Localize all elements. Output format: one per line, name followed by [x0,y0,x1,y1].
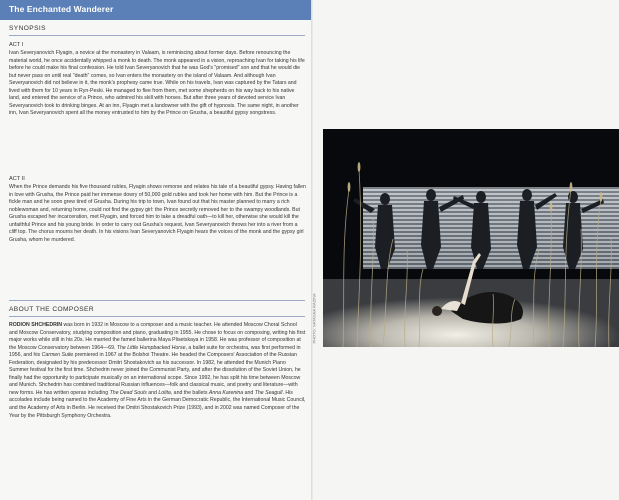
photo-credit [309,270,317,350]
work-title: Lolita [158,389,171,396]
work-title: Carmen Suite [41,352,74,359]
bio-text: premiered in 1967 at the Bolshoi Theatre. He headed the Composers' Association of the Russian Federation, designated by his predecessor Dmitri Shostakovich as his successor. In 1982, he attended the Munich Piano Summer festival for the first time. Shchedrin never joined the Communist Party, and after the dissolution of the Soviet Union, he finally had the opportunity to participate musically on an international scope. Since 1992, he has split his time between Moscow and Munich. Shchedrin has combined traditional Russian influences—folk and classical music, and poetry and literature—with new forms. He has written operas including [9,352,301,396]
page-title: The Enchanted Wanderer [9,4,114,14]
photo-credit-text: PHOTO: NATASHA RAZINA [311,293,317,344]
right-page [313,0,619,500]
stage-photo [323,129,619,347]
work-title: The Seagull [254,389,283,396]
work-title: The Little Humpbacked Horse [116,344,186,351]
about-heading: ABOUT THE COMPOSER [9,306,94,313]
divider [9,35,305,36]
stage-scene [323,129,619,347]
bio-text: , a ballet suite for orchestra, was first performed in 1956, and his [9,344,301,359]
bio-text: and [146,389,159,396]
divider [9,300,305,301]
synopsis-heading: SYNOPSIS [9,25,46,32]
divider [9,316,305,317]
composer-name: RODION SHCHEDRIN [9,322,63,328]
bio-text: . His accolades include being named to the Academy of Fine Arts in the German Democratic Republic, the International Music Council, and the Academy of Arts in Berlin. He received the Dmitri Shostakovich Prize (1993), and in 2002 was named Composer of the Year by the Pittsburgh Symphony Orchestra. [9,389,306,419]
act1-label: ACT I [9,42,24,48]
header-bar [0,0,312,20]
act2-label: ACT II [9,176,25,182]
act1-text: Ivan Severyanovich Flyagin, a novice at the monastery in Valaam, is reminiscing about former days. Before renouncing the material world, he once accidentally whipped a monk to death. The monk appeared in a vision, reproaching Ivan for taking his life before he could make his final confession. He told Ivan Severyanovich that he was God's "promised" son and that he would die but never pass on until real "death" comes, so Ivan enters the monastery on the island of Valaam. And although Ivan Severyanovich did not believe in it, the monk's prophesy came true. While on his travels, Ivan was captured by the Tatars and lived with them for 10 years in Ryn-Peski. He managed to flee from them, met some shepherds on his way back to his native land, and entered the service of a Prince, who admired his skill with horses. But after three years of devoted service Ivan Severyanovich took to drinking binges. At an inn, Flyagin met a landowner with the gift of hypnosis. The same night, in another inn, Ivan Severyanovich spent all the money entrusted to him by the Prince on Grusha, a beautiful gypsy songstress. [9,50,305,117]
bio-text: and [243,389,255,396]
act2-text: When the Prince demands his five thousand rubles, Flyagin shows remorse and relates his tale of a beautiful gypsy. Having fallen in love with Grusha, the Prince paid her immense dowry of 50,000 gold rubles and took her home with him. But the Prince is a fickle man and he soon grew tired of Grusha. During his trip to town, Ivan found out that his master planned to marry a rich noblewoman and, returning home, could not find the gypsy girl: the Prince secretly removed her to the swampy woodlands. But Grusha escaped her incarceration, met Flyagin, and forced him to take a dreadful oath—to kill her, otherwise she would kill the unfaithful Prince and his young bride. In order to carry out Grusha's request, Ivan Severyanovich throws her into a river from a cliff top. The chorus mourns her death. In his visions Ivan Severyanovich Flyagin hears the voices of the monk and the gypsy girl Grusha, whom he murdered. [9,184,306,243]
bio-text: , and the ballets [170,389,209,396]
composer-bio [9,322,306,420]
work-title: The Dead Souls [109,389,147,396]
work-title: Anna Karenina [208,389,244,396]
bio-text: was born in 1932 in Moscow to a composer and a music teacher. He attended Moscow Choral School and Moscow Conservatory, studying composition and piano, graduating in 1955. He chose to focus on composing, writing his first major works while still in his 20s. He married the famed ballerina Maya Plisetskaya in 1958. He was professor of composition at the Moscow Conservatory between 1964—69. [9,322,306,351]
